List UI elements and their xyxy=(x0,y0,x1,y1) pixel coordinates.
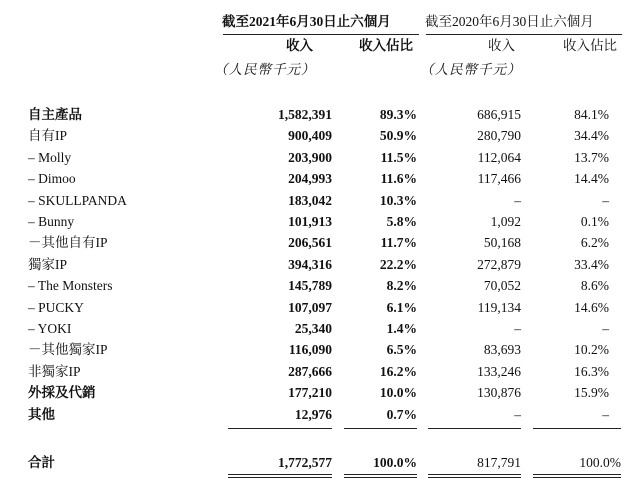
table-row xyxy=(28,404,609,425)
revenue-2020-cell: 50,168 xyxy=(483,235,521,251)
revenue-2020-cell: 272,879 xyxy=(477,256,521,272)
share-2020-cell: 84.1% xyxy=(574,107,609,122)
subtotal-rule-rev-2020 xyxy=(428,428,521,429)
revenue-2021-cell: 145,789 xyxy=(288,278,332,294)
total-double-rule-share-2021-a xyxy=(344,474,417,475)
revenue-2021-cell: 1,582,391 xyxy=(278,107,332,122)
share-2021-cell: 6.1% xyxy=(386,299,417,315)
table-row xyxy=(28,125,609,146)
row-label: – PUCKY xyxy=(28,299,84,315)
share-2020-cell: – xyxy=(602,406,609,422)
revenue-2021-cell: 204,993 xyxy=(288,171,332,187)
share-2020-cell: 14.4% xyxy=(574,171,609,187)
row-label: 其他 xyxy=(28,406,55,422)
revenue-2020-cell: 280,790 xyxy=(477,128,521,144)
header-rule-2020 xyxy=(426,34,622,35)
revenue-2021-cell: 107,097 xyxy=(288,299,332,315)
total-double-rule-share-2021-b xyxy=(344,477,417,478)
revenue-2021-cell: 12,976 xyxy=(294,406,332,422)
table-row xyxy=(28,297,609,318)
share-2020-col-header: 收入佔比 xyxy=(563,38,617,53)
row-label: 獨家IP xyxy=(28,256,68,272)
share-2020-cell: 16.3% xyxy=(574,363,609,379)
total-double-rule-share-2020-a xyxy=(533,474,621,475)
revenue-2020-cell: – xyxy=(514,192,521,208)
table-row xyxy=(28,190,609,211)
table-row xyxy=(28,104,609,125)
row-label: －其他獨家IP xyxy=(28,342,108,358)
share-2020-cell: 34.4% xyxy=(574,128,609,144)
share-2020-cell: 15.9% xyxy=(574,385,609,401)
share-2021-cell: 8.2% xyxy=(386,278,417,294)
revenue-2021-cell: 183,042 xyxy=(288,192,332,208)
share-2021-cell: 5.8% xyxy=(386,214,417,230)
total-double-rule-rev-2020-b xyxy=(428,477,521,478)
share-2021-cell: 11.7% xyxy=(380,235,417,251)
revenue-table xyxy=(28,104,609,425)
share-2021-cell: 6.5% xyxy=(386,342,417,358)
row-label: – YOKI xyxy=(28,321,72,337)
row-label: – SKULLPANDA xyxy=(28,192,127,208)
period-2021-heading: 截至2021年6月30日止六個月 xyxy=(222,14,391,29)
row-label: 自有IP xyxy=(28,128,68,144)
row-label: – The Monsters xyxy=(28,278,113,294)
share-2020-cell: – xyxy=(602,321,609,337)
table-row xyxy=(28,168,609,189)
table-row xyxy=(28,339,609,360)
total-revenue-2021: 1,772,577 xyxy=(278,455,332,470)
total-label: 合計 xyxy=(28,455,55,470)
share-2021-cell: 0.7% xyxy=(386,406,417,422)
revenue-2020-col-header: 收入 xyxy=(488,38,515,53)
revenue-2020-cell: 1,092 xyxy=(490,214,521,230)
revenue-2021-cell: 101,913 xyxy=(288,214,332,230)
revenue-2020-cell: 686,915 xyxy=(477,107,521,122)
row-label: – Molly xyxy=(28,149,72,165)
revenue-2020-cell: 83,693 xyxy=(483,342,521,358)
share-2020-cell: 0.1% xyxy=(580,214,609,230)
row-label: －其他自有IP xyxy=(28,235,108,251)
share-2021-cell: 11.5% xyxy=(380,149,417,165)
revenue-2021-cell: 394,316 xyxy=(288,256,332,272)
row-label: 非獨家IP xyxy=(28,363,81,379)
row-label: 外採及代銷 xyxy=(28,385,96,401)
table-row xyxy=(28,232,609,253)
share-2021-cell: 11.6% xyxy=(380,171,417,187)
revenue-2021-cell: 287,666 xyxy=(288,363,332,379)
revenue-2020-cell: 70,052 xyxy=(483,278,521,294)
share-2021-cell: 10.0% xyxy=(379,385,417,401)
share-2021-cell: 89.3% xyxy=(379,107,417,122)
share-2020-cell: 8.6% xyxy=(580,278,609,294)
revenue-2020-cell: 119,134 xyxy=(477,299,521,315)
share-2020-cell: 10.2% xyxy=(574,342,609,358)
table-row xyxy=(28,318,609,339)
total-double-rule-rev-2021-b xyxy=(228,477,332,478)
table-row xyxy=(28,382,609,403)
share-2020-cell: 13.7% xyxy=(574,149,609,165)
revenue-2021-cell: 900,409 xyxy=(288,128,332,144)
revenue-2020-cell: – xyxy=(514,406,521,422)
revenue-2021-cell: 206,561 xyxy=(288,235,332,251)
subtotal-rule-rev-2021 xyxy=(228,428,332,429)
revenue-2021-cell: 203,900 xyxy=(288,149,332,165)
share-2020-cell: 6.2% xyxy=(580,235,609,251)
total-share-2020: 100.0% xyxy=(579,455,621,470)
share-2021-cell: 1.4% xyxy=(386,321,417,337)
share-2020-cell: 14.6% xyxy=(574,299,609,315)
header-rule-2021 xyxy=(223,34,419,35)
revenue-2020-cell: 112,064 xyxy=(477,149,521,165)
revenue-2021-cell: 116,090 xyxy=(288,342,332,358)
revenue-2020-cell: – xyxy=(514,321,521,337)
revenue-2021-col-header: 收入 xyxy=(286,38,313,53)
revenue-2020-cell: 133,246 xyxy=(477,363,521,379)
row-label: 自主產品 xyxy=(28,107,82,122)
table-row xyxy=(28,361,609,382)
share-2021-cell: 50.9% xyxy=(379,128,417,144)
unit-2020-label: （人民幣千元） xyxy=(420,62,522,77)
revenue-2021-cell: 25,340 xyxy=(294,321,332,337)
share-2021-col-header: 收入佔比 xyxy=(359,38,413,53)
period-2020-heading: 截至2020年6月30日止六個月 xyxy=(425,14,594,29)
table-row xyxy=(28,147,609,168)
total-double-rule-rev-2020-a xyxy=(428,474,521,475)
table-row xyxy=(28,254,609,275)
row-label: – Dimoo xyxy=(28,171,76,187)
unit-2021-label: （人民幣千元） xyxy=(214,62,316,77)
table-row xyxy=(28,211,609,232)
revenue-2020-cell: 117,466 xyxy=(477,171,521,187)
total-double-rule-rev-2021-a xyxy=(228,474,332,475)
share-2021-cell: 22.2% xyxy=(379,256,417,272)
row-label: – Bunny xyxy=(28,214,75,230)
subtotal-rule-share-2020 xyxy=(533,428,621,429)
total-share-2021: 100.0% xyxy=(373,455,417,470)
total-double-rule-share-2020-b xyxy=(533,477,621,478)
revenue-2021-cell: 177,210 xyxy=(288,385,332,401)
revenue-2020-cell: 130,876 xyxy=(477,385,521,401)
share-2021-cell: 10.3% xyxy=(379,192,417,208)
share-2020-cell: 33.4% xyxy=(574,256,609,272)
subtotal-rule-share-2021 xyxy=(344,428,417,429)
total-revenue-2020: 817,791 xyxy=(477,455,521,470)
share-2020-cell: – xyxy=(602,192,609,208)
share-2021-cell: 16.2% xyxy=(379,363,417,379)
table-row xyxy=(28,275,609,296)
